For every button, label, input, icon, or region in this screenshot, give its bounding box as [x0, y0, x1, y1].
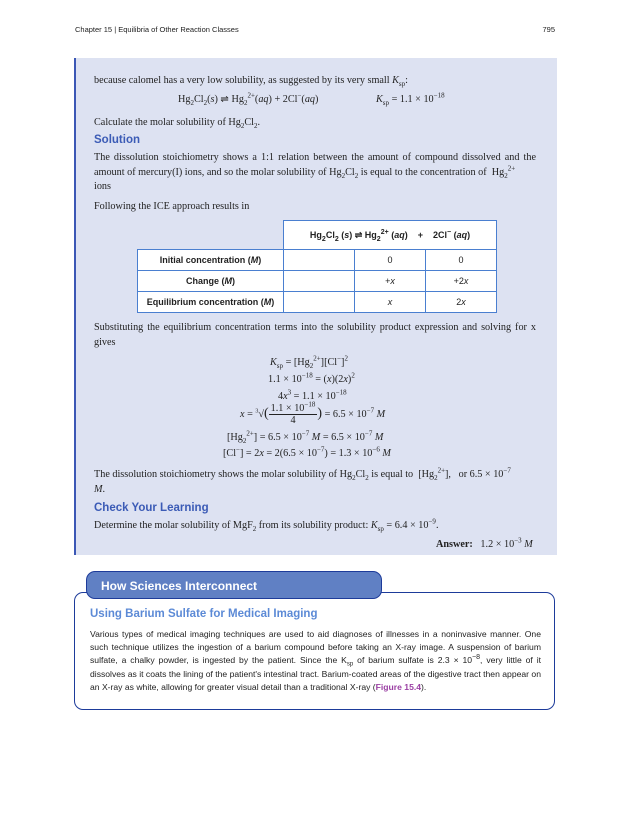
- feature-body: Various types of medical imaging techniques are used to aid diagnoses of illnesses in a noninvasive manner. One such technique utilizes the ingestion of a barium compound before taking an X-ray image. A suspension of barium sulfate, a chalky powder, is ingested by the patient. Since the $K_{sp}$ of barium sulfate is $2.3 \times 10^{-8}$, very little of it dissolves as it coats the lining of the patient's intestinal tract. Barium-coated areas of the digestive tract then appear on an X-ray as white, allowing for greater visual detail than a traditional X-ray (Figure 15.4).: [90, 629, 541, 692]
- figure-link[interactable]: Figure 15.4: [375, 681, 422, 692]
- ice-equation-header: $Hg_2Cl_2$ (s) ⇌ $Hg_2^{2+}$ (aq) + 2Cl− (aq): [284, 221, 497, 250]
- answer: Answer: $1.2 \times 10^{-3}$ M: [436, 536, 533, 550]
- chapter-title: Chapter 15 | Equilibria of Other Reaction Classes: [75, 25, 239, 34]
- page-header: [75, 25, 555, 34]
- ksp-4x3: $4x^3 = 1.1 \times 10^{-18}$: [278, 388, 347, 402]
- table-row: Initial concentration (M) 0 0: [138, 250, 497, 271]
- ksp-expression: $K_{sp} = [Hg_2^{2+}][Cl^-]^2$: [270, 354, 348, 371]
- ksp-substituted: $1.1 \times 10^{-18} = (x)(2x)^2$: [268, 371, 355, 385]
- x-solution: x = $^3$√( $\frac{1.1 \times 10^{-18}}{4}$ ) = $6.5 \times 10^{-7}$ M: [240, 400, 386, 426]
- table-row: Change (M) +x +2x: [138, 271, 497, 292]
- table-row: Equilibrium concentration (M) x 2x: [138, 292, 497, 313]
- question-text: Calculate the molar solubility of $Hg_2Cl_2$.: [94, 117, 261, 131]
- ksp-value: $K_{sp} = 1.1 \times 10^{-18}$: [376, 91, 445, 108]
- ice-table: [137, 220, 497, 313]
- hg-concentration: $[Hg_2^{2+}] = 6.5 \times 10^{-7}$ $M = 6.5 \times 10^{-7}$ M: [227, 429, 384, 446]
- conclusion-text: The dissolution stoichiometry shows the molar solubility of $Hg_2Cl_2$ is equal to $[Hg_2^{2+}]$, or $6.5 \times 10^{-7}$ M.: [94, 466, 511, 495]
- check-text: Determine the molar solubility of MgF$_2$ from its solubility product: $K_{sp} = 6.4 \times 10^{-9}$.: [94, 517, 439, 534]
- page-number: 795: [542, 25, 555, 34]
- feature-title: How Sciences Interconnect: [86, 571, 382, 599]
- substitution-text: Substituting the equilibrium concentration terms into the solubility product expression and solving for x gives: [94, 322, 536, 348]
- intro-text: because calomel has a very low solubility, as suggested by its very small $K_{sp}$:: [94, 75, 408, 89]
- feature-subtitle: Using Barium Sulfate for Medical Imaging: [90, 608, 318, 620]
- ice-intro: Following the ICE approach results in: [94, 201, 250, 212]
- check-your-learning-heading: Check Your Learning: [94, 502, 209, 514]
- cl-concentration: $[Cl^-] = 2x = 2(6.5 \times 10^{-7}) = 1.3 \times 10^{-6}$ M: [223, 445, 391, 459]
- dissolution-equation: $Hg_2Cl_2(s)$ ⇌ $Hg_2^{2+}(aq) + 2Cl^-(aq)$: [178, 91, 319, 108]
- solution-heading: Solution: [94, 134, 140, 146]
- solution-paragraph: The dissolution stoichiometry shows a 1:1 relation between the amount of compound dissolved and the amount of mercury(I) ions, and so the molar solubility of $Hg_2Cl_2$ is equal to the concentration of $Hg_2^{2+}$ ions: [94, 152, 536, 192]
